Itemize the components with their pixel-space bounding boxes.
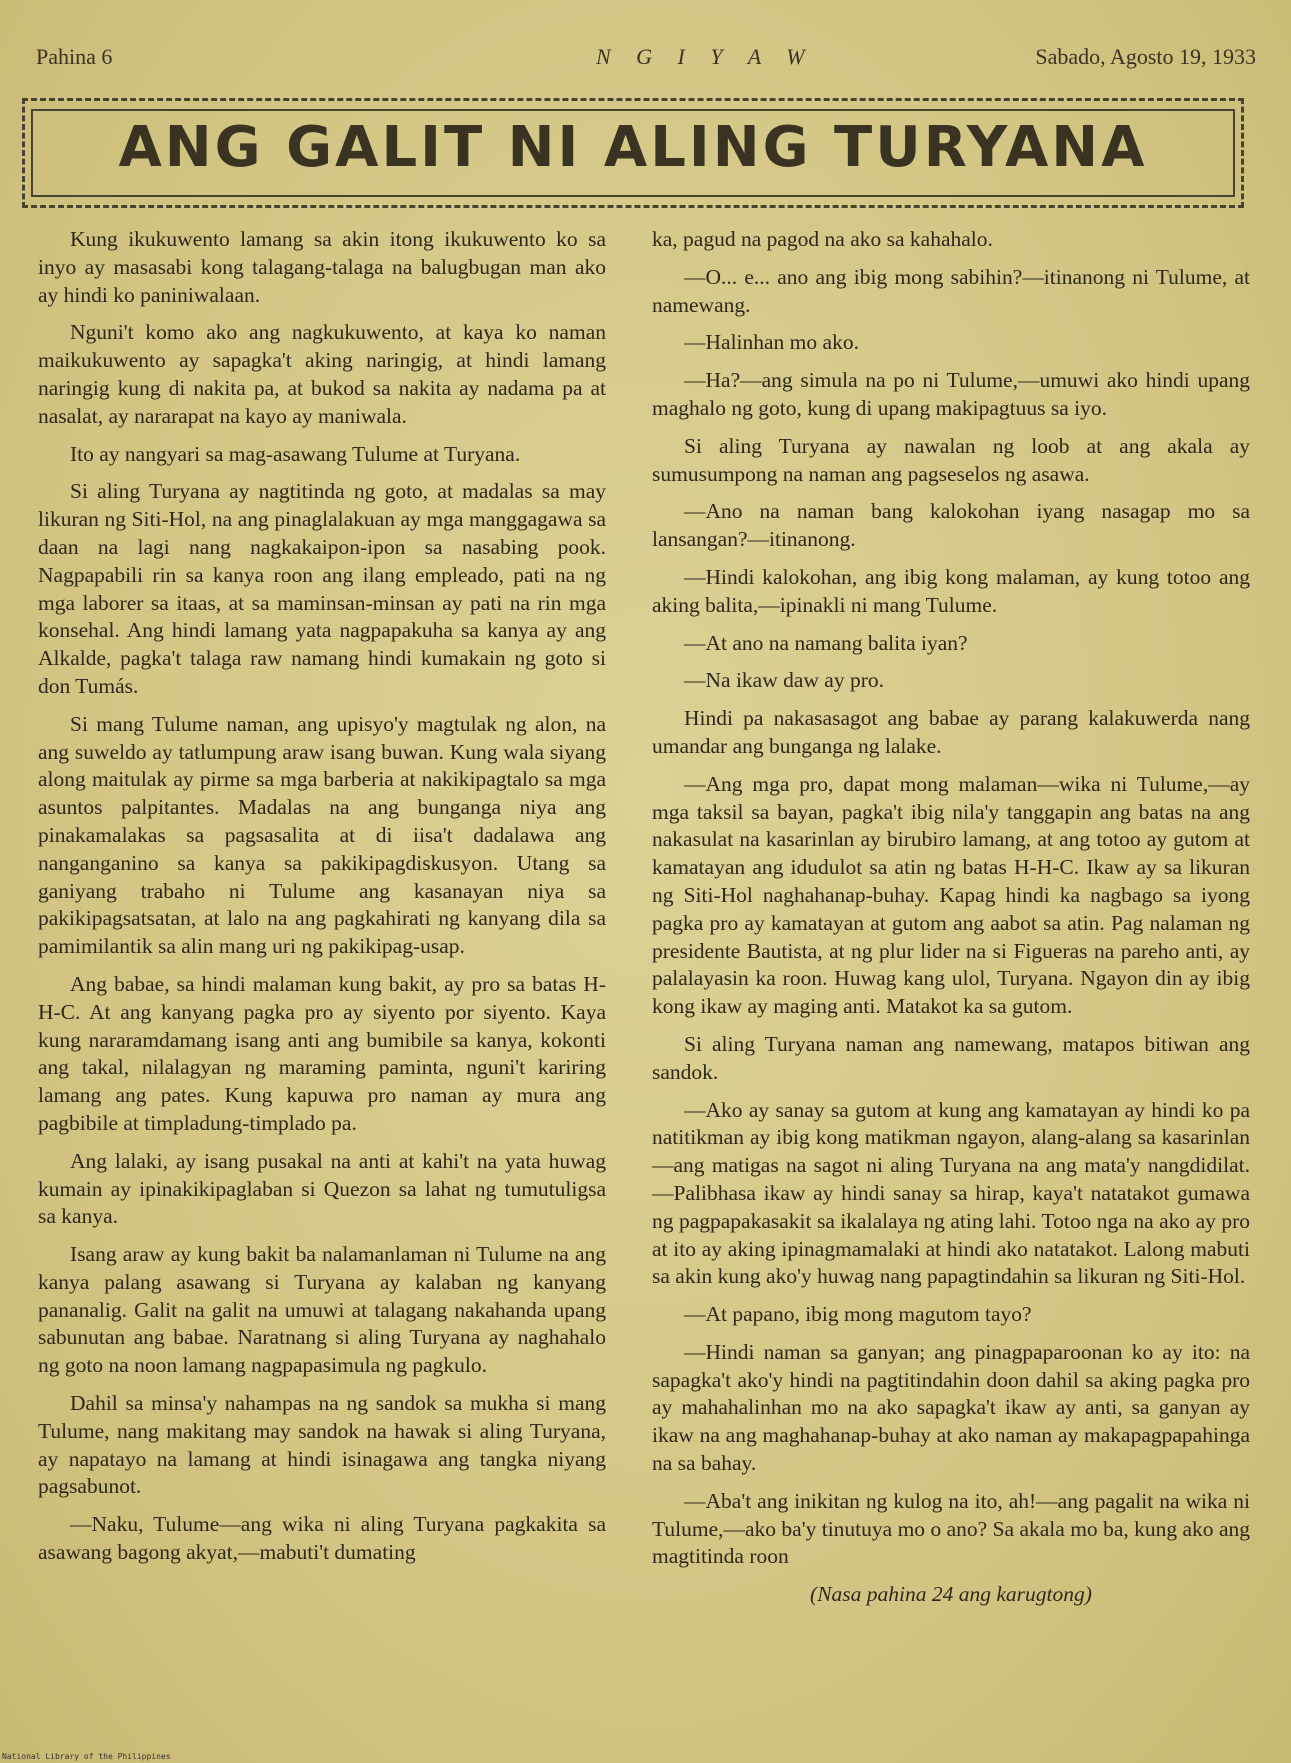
paragraph: —Ako ay sanay sa gutom at kung ang kamatayan ay hindi ko pa natitikman ay ibig kong matikman ngayon, alang-alang sa kasarinlan—ang matigas na sagot ni aling Turyana na ang mata'y nangdidilat.—Palibhasa ikaw ay hindi sanay sa hirap, kaya't natatakot gumawa ng pagpapakasakit sa ikalalaya ng ating lahi. Totoo nga na ako ay pro at ito ay aking ipinagmamalaki at hindi ako natatakot. Lalong mabuti sa akin kung ako'y huwag nang papagtindahin sa likuran ng Siti-Hol. <box>652 1097 1250 1289</box>
page-header <box>36 44 1256 76</box>
paragraph: —Hindi naman sa ganyan; ang pinagpaparoonan ko ay ito: na sapagka't ako'y hindi na pagtitindahin doon dahil sa aking pagka pro ay mahahalinhan mo na ako sapagka't ikaw ay anti, sa ganyan ay ikaw na ang maghahanap-buhay at ako naman ay makapagpapahinga na sa bahay. <box>652 1339 1250 1476</box>
paragraph: Isang araw ay kung bakit ba nalamanlaman ni Tulume na ang kanya palang asawang si Turyana ay kalaban ng kanyang pananalig. Galit na galit na umuwi at talagang nakahanda upang sabunutan ang babae. Naratnang si aling Turyana ay naghahalo ng goto na noon lamang nagpapasimula ng pagkulo. <box>38 1242 606 1378</box>
page-number: Pahina 6 <box>36 44 113 69</box>
continuation-note: (Nasa pahina 24 ang karugtong) <box>810 1582 1092 1607</box>
left-column <box>38 226 606 1577</box>
paragraph: —Na ikaw daw ay pro. <box>684 668 885 693</box>
masthead: N G I Y A W <box>596 44 815 69</box>
paragraph: Ang babae, sa hindi malaman kung bakit, ay pro sa batas H-H-C. At ang kanyang pagka pro ay siyento por siyento. Kaya kung nararamdamang isang anti ang bumibile sa kanya, kokonti ang takal, nilalagyan ng maraming paminta, nguni't kariring lamang ang pates. Kung kapuwa pro naman ay mura ang pagbibile at timpladung-timplado pa. <box>38 971 606 1135</box>
paragraph: Ito ay nangyari sa mag-asawang Tulume at Turyana. <box>70 441 521 466</box>
paragraph: —Hindi kalokohan, ang ibig kong malaman, ay kung totoo ang aking balita,—ipinakli ni mang Tulume. <box>652 564 1250 617</box>
paragraph: Si aling Turyana ay nawalan ng loob at ang akala ay sumusumpong na naman ang pagseselos ng asawa. <box>652 433 1250 486</box>
paragraph: —Ha?—ang simula na po ni Tulume,—umuwi ako hindi upang maghalo ng goto, kung di upang makipagtuus sa iyo. <box>652 368 1250 420</box>
paragraph: Kung ikukuwento lamang sa akin itong ikukuwento ko sa inyo ay masasabi kong talagang-talaga na balugbugan man ako ay hindi ko paniniwalaan. <box>38 227 606 307</box>
issue-date: Sabado, Agosto 19, 1933 <box>1035 44 1256 69</box>
paragraph: Si aling Turyana naman ang namewang, matapos bitiwan ang sandok. <box>652 1031 1250 1084</box>
archive-footer: National Library of the Philippines <box>2 1752 171 1761</box>
paragraph: —O... e... ano ang ibig mong sabihin?—itinanong ni Tulume, at namewang. <box>652 264 1250 317</box>
paragraph: —Halinhan mo ako. <box>684 330 859 355</box>
paragraph: —At ano na namang balita iyan? <box>684 630 968 655</box>
paragraph: —At papano, ibig mong magutom tayo? <box>684 1302 1032 1327</box>
paragraph: Ang lalaki, ay isang pusakal na anti at kahi't na yata huwag kumain ay ipinakikipaglaban si Quezon sa lahat ng tumutuligsa sa kanya. <box>38 1148 606 1229</box>
paragraph: —Ang mga pro, dapat mong malaman—wika ni Tulume,—ay mga taksil sa bayan, pagka't ibig nila'y tanggapin ang batas na ang nakasulat na kasarinlan ay birubiro lamang, at ang totoo ay gutom at kamatayan ang idudulot sa atin ng batas H-H-C. Ikaw ay sa likuran ng Siti-Hol naghahanap-buhay. Kapag hindi ka nagbago sa iyong pagka pro ay kamatayan at gutom ang aabot sa atin. Pag nalaman ng presidente Bautista, at ng plur lider na si Figueras na pareho anti, ay palalayasin ka roon. Huwag kang ulol, Turyana. Ngayon din ay ibig kong ikaw ay maging anti. Matakot ka sa gutom. <box>652 771 1250 1019</box>
paragraph: Nguni't komo ako ang nagkukuwento, at kaya ko naman maikukuwento ay sapagka't aking naringig, at hindi lamang naringig kung di nakita pa, at bukod sa nakita ay nadama pa at nasalat, ay nararapat na kayo ay maniwala. <box>38 320 606 428</box>
paragraph: Dahil sa minsa'y nahampas na ng sandok sa mukha si mang Tulume, nang makitang may sandok na hawak si aling Turyana, ay napatayo na lamang at hindi isinagawa ang tangka niyang pagsabunot. <box>38 1391 606 1499</box>
paragraph: ka, pagud na pagod na ako sa kahahalo. <box>652 227 993 251</box>
paragraph: Si mang Tulume naman, ang upisyo'y magtulak ng alon, na ang suweldo ay tatlumpung araw isang buwan. Kung wala siyang along maitulak ay pirme sa mga barberia at nakikipagtalo sa mga asuntos palpitantes. Madalas na ang bunganga niya ang pinakamalakas sa pagsasalita at di iisa't dadalawa ang nanganganino sa kanya sa pakikipagdiskusyon. Utang sa ganiyang trabaho ni Tulume ang kasanayan niya sa pakikipagsatsatan, at lalo na ang pagkahirati ng kanyang dila sa pamimilantik sa alin mang uri ng pakikipag-usap. <box>38 711 606 959</box>
article-title: ANG GALIT NI ALING TURYANA <box>118 115 1148 180</box>
paragraph: Si aling Turyana ay nagtitinda ng goto, at madalas sa may likuran ng Siti-Hol, na ang pinaglalakuan ay mga manggagawa sa daan na lagi nang nagkakaipon-ipon sa nasabing pook. Nagpapabili rin sa kanya roon ang ilang empleado, pati na ng mga laborer sa itaas, at sa maminsan-minsan ay pati na rin mga konsehal. Ang hindi lamang yata nagpapakuha sa kanya ay ang Alkalde, pagka't talaga raw namang hindi kumakain ng goto si don Tumás. <box>38 479 606 698</box>
paragraph: —Ano na naman bang kalokohan iyang nasagap mo sa lansangan?—itinanong. <box>652 499 1250 552</box>
right-column <box>652 226 1250 1609</box>
title-frame <box>22 98 1244 208</box>
paragraph: —Naku, Tulume—ang wika ni aling Turyana pagkakita sa asawang bagong akyat,—mabuti't dumating <box>38 1512 606 1565</box>
paragraph: Hindi pa nakasasagot ang babae ay parang kalakuwerda nang umandar ang bunganga ng lalake. <box>652 706 1250 758</box>
paragraph: —Aba't ang inikitan ng kulog na ito, ah!—ang pagalit na wika ni Tulume,—ako ba'y tinutuya mo o ano? Sa akala mo ba, kung ako ang magtitinda roon <box>652 1488 1250 1569</box>
